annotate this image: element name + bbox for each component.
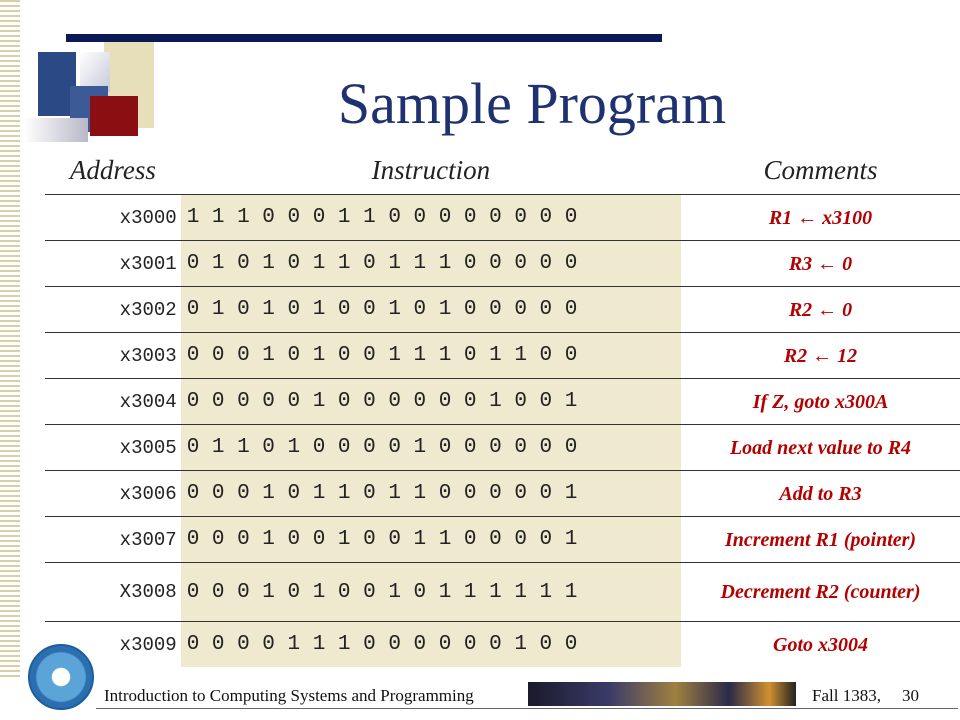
comment-cell: If Z, goto x300A bbox=[681, 379, 960, 425]
footer-term: Fall 1383, bbox=[812, 686, 881, 705]
table-row bbox=[45, 563, 960, 622]
header-comments: Comments bbox=[763, 154, 878, 185]
address-cell: x3003 bbox=[45, 333, 181, 379]
table-row bbox=[45, 425, 960, 471]
instruction-cell: 0 0 0 1 0 1 0 0 1 0 1 1 1 1 1 1 bbox=[181, 563, 681, 622]
instruction-cell: 1 1 1 0 0 0 1 1 0 0 0 0 0 0 0 0 bbox=[181, 195, 681, 241]
address-cell: x3006 bbox=[45, 471, 181, 517]
address-cell: x3005 bbox=[45, 425, 181, 471]
address-cell: x3004 bbox=[45, 379, 181, 425]
decor-square-grey bbox=[24, 118, 88, 142]
instruction-cell: 0 0 0 1 0 0 1 0 0 1 1 0 0 0 0 1 bbox=[181, 517, 681, 563]
table-row bbox=[45, 379, 960, 425]
table-row bbox=[45, 471, 960, 517]
comment-cell: R1 ← x3100 bbox=[681, 195, 960, 241]
program-table bbox=[45, 146, 960, 667]
comment-cell: R3 ← 0 bbox=[681, 241, 960, 287]
footer-divider bbox=[96, 708, 958, 709]
left-stripe-decoration bbox=[0, 0, 20, 680]
comment-cell: Decrement R2 (counter) bbox=[681, 563, 960, 622]
instruction-cell: 0 1 1 0 1 0 0 0 0 1 0 0 0 0 0 0 bbox=[181, 425, 681, 471]
table-row bbox=[45, 333, 960, 379]
instruction-cell: 0 1 0 1 0 1 0 0 1 0 1 0 0 0 0 0 bbox=[181, 287, 681, 333]
address-cell: x3009 bbox=[45, 622, 181, 668]
instruction-cell: 0 0 0 1 0 1 0 0 1 1 1 0 1 1 0 0 bbox=[181, 333, 681, 379]
comment-cell: Load next value to R4 bbox=[681, 425, 960, 471]
slide-title: Sample Program bbox=[337, 71, 727, 136]
footer-course-title: Introduction to Computing Systems and Programming bbox=[104, 686, 474, 705]
header-instruction: Instruction bbox=[371, 154, 491, 185]
page-number: 30 bbox=[902, 686, 919, 705]
title-top-bar bbox=[66, 34, 662, 42]
address-cell: X3008 bbox=[45, 563, 181, 622]
comment-cell: R2 ← 12 bbox=[681, 333, 960, 379]
comment-cell: R2 ← 0 bbox=[681, 287, 960, 333]
table-row bbox=[45, 287, 960, 333]
address-cell: x3007 bbox=[45, 517, 181, 563]
header-address: Address bbox=[69, 154, 156, 185]
table-row bbox=[45, 517, 960, 563]
address-cell: x3000 bbox=[45, 195, 181, 241]
instruction-cell: 0 0 0 1 0 1 1 0 1 1 0 0 0 0 0 1 bbox=[181, 471, 681, 517]
instruction-cell: 0 1 0 1 0 1 1 0 1 1 1 0 0 0 0 0 bbox=[181, 241, 681, 287]
table-row bbox=[45, 241, 960, 287]
comment-cell: Increment R1 (pointer) bbox=[681, 517, 960, 563]
comment-cell: Goto x3004 bbox=[681, 622, 960, 668]
decor-square-red bbox=[90, 96, 138, 136]
table-header-row bbox=[45, 146, 960, 195]
address-cell: x3002 bbox=[45, 287, 181, 333]
instruction-cell: 0 0 0 0 0 1 0 0 0 0 0 0 1 0 0 1 bbox=[181, 379, 681, 425]
instruction-cell: 0 0 0 0 1 1 1 0 0 0 0 0 0 1 0 0 bbox=[181, 622, 681, 668]
table-row bbox=[45, 195, 960, 241]
university-logo-icon bbox=[28, 644, 94, 710]
footer-banner-image bbox=[528, 682, 796, 706]
table-row bbox=[45, 622, 960, 668]
comment-cell: Add to R3 bbox=[681, 471, 960, 517]
address-cell: x3001 bbox=[45, 241, 181, 287]
